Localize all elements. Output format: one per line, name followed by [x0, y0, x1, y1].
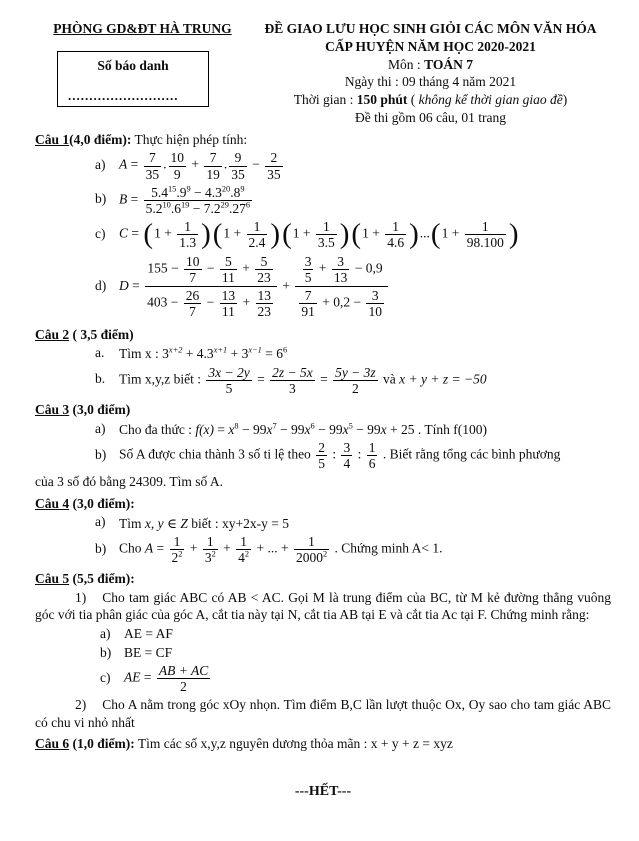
- formula-1b: B = $\frac{5.4^{15}.9^9 - 4.3^{20}.8^9}{5.2^{10}.6^{19} - 7.2^{29}.27^6}$: [119, 184, 251, 216]
- formula-2b: Tìm x,y,z biết : $\frac{3x - 2y}{5}$ = $\frac{2z - 5x}{3}$ = $\frac{5y - 3z}{2}$ và x + y + z = −50: [119, 364, 487, 396]
- header: [35, 12, 611, 127]
- formula-1a: A = $\frac{7}{35}$ . $\frac{10}{9}$ + $\frac{7}{19}$ . $\frac{9}{35}$ − $\frac{2}{35}$: [119, 150, 281, 182]
- exam-pages: Đề thi gồm 06 câu, 01 trang: [354, 110, 507, 126]
- question-1a: [95, 149, 611, 182]
- candidate-number-dots: ..........................: [68, 88, 179, 104]
- statement-5b: BE = CF: [124, 644, 173, 660]
- formula-3a: Cho đa thức : $f(x) = x^8 - 99x^7 - 99x^6 - 99x^5 - 99x + 25$ . Tính f(100): [119, 421, 488, 437]
- question-4-label: Câu 4: [35, 495, 70, 511]
- question-5b: [100, 644, 611, 662]
- formula-1d: D = 155 − $\frac{10}{7}$ − $\frac{5}{11}$ + $\frac{5}{23}$ 403 − $\frac{26}{7}$ − $\frac{13}{11}$ + $\frac{13}{23}$ + $\frac{3}{5}$ + $\frac{3}{13}$ − 0,9 $\frac{7}{91}$ + 0,2 − $\frac{3}{10}$: [119, 252, 390, 321]
- item-marker: a): [95, 157, 106, 173]
- part-marker: 2): [75, 697, 87, 713]
- part-marker: 1): [75, 589, 87, 605]
- question-1b: [95, 184, 611, 217]
- item-marker: b.: [95, 371, 106, 387]
- item-marker: b): [95, 446, 107, 462]
- item-marker: c): [100, 669, 111, 685]
- time-note-open: (: [407, 92, 419, 108]
- question-1c: [95, 218, 611, 251]
- question-1d: [95, 252, 611, 321]
- question-4-points: (3,0 điểm):: [69, 495, 135, 511]
- item-marker: a): [95, 420, 106, 436]
- question-1-points: (4,0 điểm):: [69, 131, 132, 147]
- formula-3b: Số A được chia thành 3 số ti lệ theo $\frac{2}{5}$ : $\frac{3}{4}$ : $\frac{1}{6}$ . Biết rằng tổng các bình phương: [119, 440, 561, 472]
- question-3-heading: [35, 401, 611, 419]
- item-marker: b): [95, 191, 107, 207]
- candidate-number-label: Số báo danh: [97, 57, 169, 73]
- statement-5a: AE = AF: [124, 626, 173, 642]
- question-6-heading: [35, 735, 611, 753]
- question-5-points: (5,5 điểm):: [69, 571, 135, 587]
- formula-4a: Tìm x, y ∈ Z biết : xy+2x-y = 5: [119, 515, 289, 531]
- question-5-label: Câu 5: [35, 571, 70, 587]
- time-note-close: ): [562, 92, 568, 108]
- question-4b: [95, 533, 611, 566]
- question-1-heading: [35, 131, 611, 149]
- time-label: Thời gian :: [293, 92, 357, 108]
- candidate-number-box: [57, 51, 209, 107]
- question-2b: [95, 364, 611, 397]
- item-marker: a): [95, 514, 106, 530]
- question-6-text: Tìm các số x,y,z nguyên dương thỏa mãn : x + y + z = xyz: [134, 736, 453, 752]
- question-3-points: (3,0 điểm): [69, 401, 131, 417]
- question-3a: [95, 420, 611, 439]
- department-title: PHÒNG GD&ĐT HÀ TRUNG: [53, 21, 232, 36]
- question-3b: [95, 439, 611, 472]
- question-4-heading: [35, 495, 611, 513]
- exam-time: [250, 91, 611, 109]
- question-5-part1-text: Cho tam giác ABC có AB < AC. Gọi M là trung điểm của BC, từ M kẻ đường thẳng vuông góc với tia phân giác của góc A, cắt tia này tại N, cắt tia AB tại E và cắt tia Ac tại F. Chứng minh rằng:: [35, 589, 611, 623]
- exam-title-line2: CẤP HUYỆN NĂM HỌC 2020-2021: [325, 38, 536, 54]
- question-1-label: Câu 1: [35, 131, 70, 147]
- question-3b-continuation: của 3 số đó bằng 24309. Tìm số A.: [35, 474, 223, 490]
- question-5-part2-text: Cho A nằm trong góc xOy nhọn. Tìm điểm B,C lần lượt thuộc Ox, Oy sao cho tam giác ABC có chu vi nhỏ nhất: [35, 697, 611, 730]
- question-4a: [95, 513, 611, 532]
- subject-label: Môn :: [388, 56, 425, 72]
- header-right: [250, 20, 611, 127]
- question-5a: [100, 625, 611, 643]
- item-marker: d): [95, 277, 107, 293]
- question-3-label: Câu 3: [35, 401, 70, 417]
- question-2-heading: [35, 326, 611, 344]
- item-marker: a): [100, 626, 111, 642]
- item-marker: c): [95, 225, 106, 241]
- time-value: 150 phút: [356, 92, 408, 108]
- header-left: [35, 12, 250, 127]
- end-marker: ---HẾT---: [294, 783, 352, 799]
- exam-date: Ngày thi : 09 tháng 4 năm 2021: [344, 74, 517, 90]
- item-marker: b): [100, 644, 112, 660]
- question-2a: [95, 344, 611, 363]
- question-6-label: Câu 6: [35, 736, 70, 752]
- question-5c: [100, 662, 611, 695]
- question-5-part2: [35, 696, 611, 731]
- subject-value: TOÁN 7: [424, 56, 473, 72]
- question-2-label: Câu 2: [35, 326, 70, 342]
- exam-title-line1: ĐỀ GIAO LƯU HỌC SINH GIỎI CÁC MÔN VĂN HÓA: [264, 21, 597, 36]
- item-marker: b): [95, 540, 107, 556]
- item-marker: a.: [95, 345, 105, 361]
- formula-2a: Tìm x : $3^{x+2} + 4.3^{x+1} + 3^{x-1} = 6^6$: [119, 345, 288, 362]
- question-1-intro: Thực hiện phép tính:: [131, 131, 248, 147]
- question-6-points: (1,0 điểm):: [69, 736, 135, 752]
- formula-5c: AE = $\frac{AB + AC}{2}$: [124, 663, 209, 695]
- question-5-heading: [35, 570, 611, 588]
- formula-4b: Cho A = $\frac{1}{2^2}$ + $\frac{1}{3^2}$ + $\frac{1}{4^2}$ + ... + $\frac{1}{2000^2}$ . Chứng minh A< 1.: [119, 534, 443, 566]
- time-note: không kể thời gian giao đề: [418, 92, 563, 108]
- formula-1c: C = ( 1 + $\frac{1}{1.3}$ ) ( 1 + $\frac{1}{2.4}$ ) ( 1 + $\frac{1}{3.5}$ ) ( 1 + $\frac{1}{4.6}$ ) ... ( 1 + $\frac{1}{98.100}$ ): [119, 218, 519, 251]
- question-5-part1: [35, 589, 611, 624]
- question-2-points: ( 3,5 điểm): [69, 326, 134, 342]
- exam-subject: [250, 56, 611, 74]
